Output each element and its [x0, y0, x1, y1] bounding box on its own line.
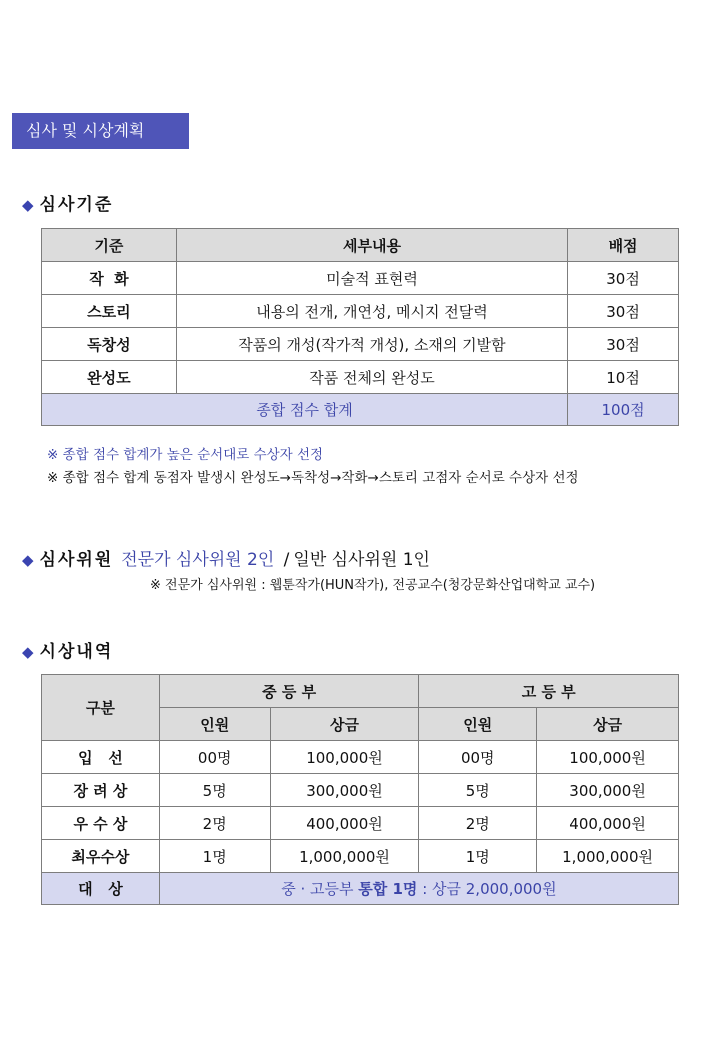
criteria-heading [22, 190, 113, 215]
award-count: 00명 [419, 741, 537, 774]
award-name: 입 선 [42, 741, 160, 774]
grand-bold: 통합 1명 [358, 880, 418, 898]
award-count: 2명 [419, 807, 537, 840]
table-header-row [42, 229, 679, 262]
table-row [42, 774, 679, 807]
header-cell: 배점 [568, 229, 679, 262]
grand-suffix: : 상금 2,000,000원 [422, 880, 557, 898]
award-name: 우 수 상 [42, 807, 160, 840]
table-row [42, 741, 679, 774]
awards-table [41, 674, 679, 905]
award-name: 최우수상 [42, 840, 160, 873]
general-judges: 일반 심사위원 1인 [293, 550, 430, 570]
criteria-score: 30점 [568, 262, 679, 295]
award-prize: 300,000원 [270, 774, 419, 807]
awards-title: 시상내역 [39, 642, 114, 662]
table-row [42, 262, 679, 295]
total-label: 종합 점수 합계 [42, 394, 568, 426]
award-prize: 100,000원 [270, 741, 419, 774]
award-prize: 300,000원 [537, 774, 679, 807]
award-prize: 100,000원 [537, 741, 679, 774]
header-cell: 세부내용 [176, 229, 567, 262]
criteria-name: 완성도 [42, 361, 177, 394]
criteria-detail: 작품 전체의 완성도 [176, 361, 567, 394]
grand-prize-row [42, 873, 679, 905]
criteria-score: 30점 [568, 295, 679, 328]
note-line: ※ 종합 점수 합계가 높은 순서대로 수상자 선정 [47, 447, 324, 463]
expert-judges: 전문가 심사위원 2인 [121, 550, 275, 570]
diamond-bullet-icon: ◆ [22, 643, 34, 661]
grand-prefix: 중 · 고등부 [281, 880, 354, 898]
award-count: 1명 [159, 840, 270, 873]
header-cell: 고 등 부 [419, 675, 679, 708]
award-count: 1명 [419, 840, 537, 873]
award-prize: 400,000원 [270, 807, 419, 840]
total-score: 100점 [568, 394, 679, 426]
criteria-notes [47, 444, 579, 490]
criteria-name: 스토리 [42, 295, 177, 328]
award-count: 00명 [159, 741, 270, 774]
table-header-row [42, 675, 679, 708]
criteria-detail: 내용의 전개, 개연성, 메시지 전달력 [176, 295, 567, 328]
separator: / [283, 550, 290, 570]
header-cell: 인원 [419, 708, 537, 741]
criteria-table [41, 228, 679, 426]
criteria-detail: 작품의 개성(작가적 개성), 소재의 기발함 [176, 328, 567, 361]
table-row [42, 328, 679, 361]
table-row [42, 840, 679, 873]
award-prize: 1,000,000원 [537, 840, 679, 873]
table-row [42, 295, 679, 328]
note-line: ※ 종합 점수 합계 동점자 발생시 완성도→독착성→작화→스토리 고점자 순서로 수상자 선정 [47, 470, 579, 486]
total-row [42, 394, 679, 426]
judges-note: ※ 전문가 심사위원 : 웹툰작가(HUN작가), 전공교수(청강문화산업대학교 교수) [150, 578, 596, 593]
criteria-detail: 미술적 표현력 [176, 262, 567, 295]
criteria-score: 30점 [568, 328, 679, 361]
header-cell: 구분 [42, 675, 160, 741]
header-cell: 상금 [270, 708, 419, 741]
award-count: 5명 [159, 774, 270, 807]
header-cell: 인원 [159, 708, 270, 741]
header-cell: 중 등 부 [159, 675, 419, 708]
judges-line [22, 545, 430, 570]
header-cell: 상금 [537, 708, 679, 741]
table-row [42, 361, 679, 394]
awards-heading [22, 637, 113, 662]
section-banner: 심사 및 시상계획 [12, 113, 189, 149]
table-row [42, 807, 679, 840]
criteria-name: 작 화 [42, 262, 177, 295]
award-name: 대 상 [42, 873, 160, 905]
diamond-bullet-icon: ◆ [22, 196, 34, 214]
diamond-bullet-icon: ◆ [22, 551, 34, 569]
award-count: 5명 [419, 774, 537, 807]
criteria-name: 독창성 [42, 328, 177, 361]
award-count: 2명 [159, 807, 270, 840]
grand-prize-detail [159, 873, 678, 905]
award-prize: 400,000원 [537, 807, 679, 840]
criteria-title: 심사기준 [39, 195, 114, 215]
criteria-score: 10점 [568, 361, 679, 394]
header-cell: 기준 [42, 229, 177, 262]
award-name: 장 려 상 [42, 774, 160, 807]
judges-title: 심사위원 [39, 550, 114, 570]
award-prize: 1,000,000원 [270, 840, 419, 873]
